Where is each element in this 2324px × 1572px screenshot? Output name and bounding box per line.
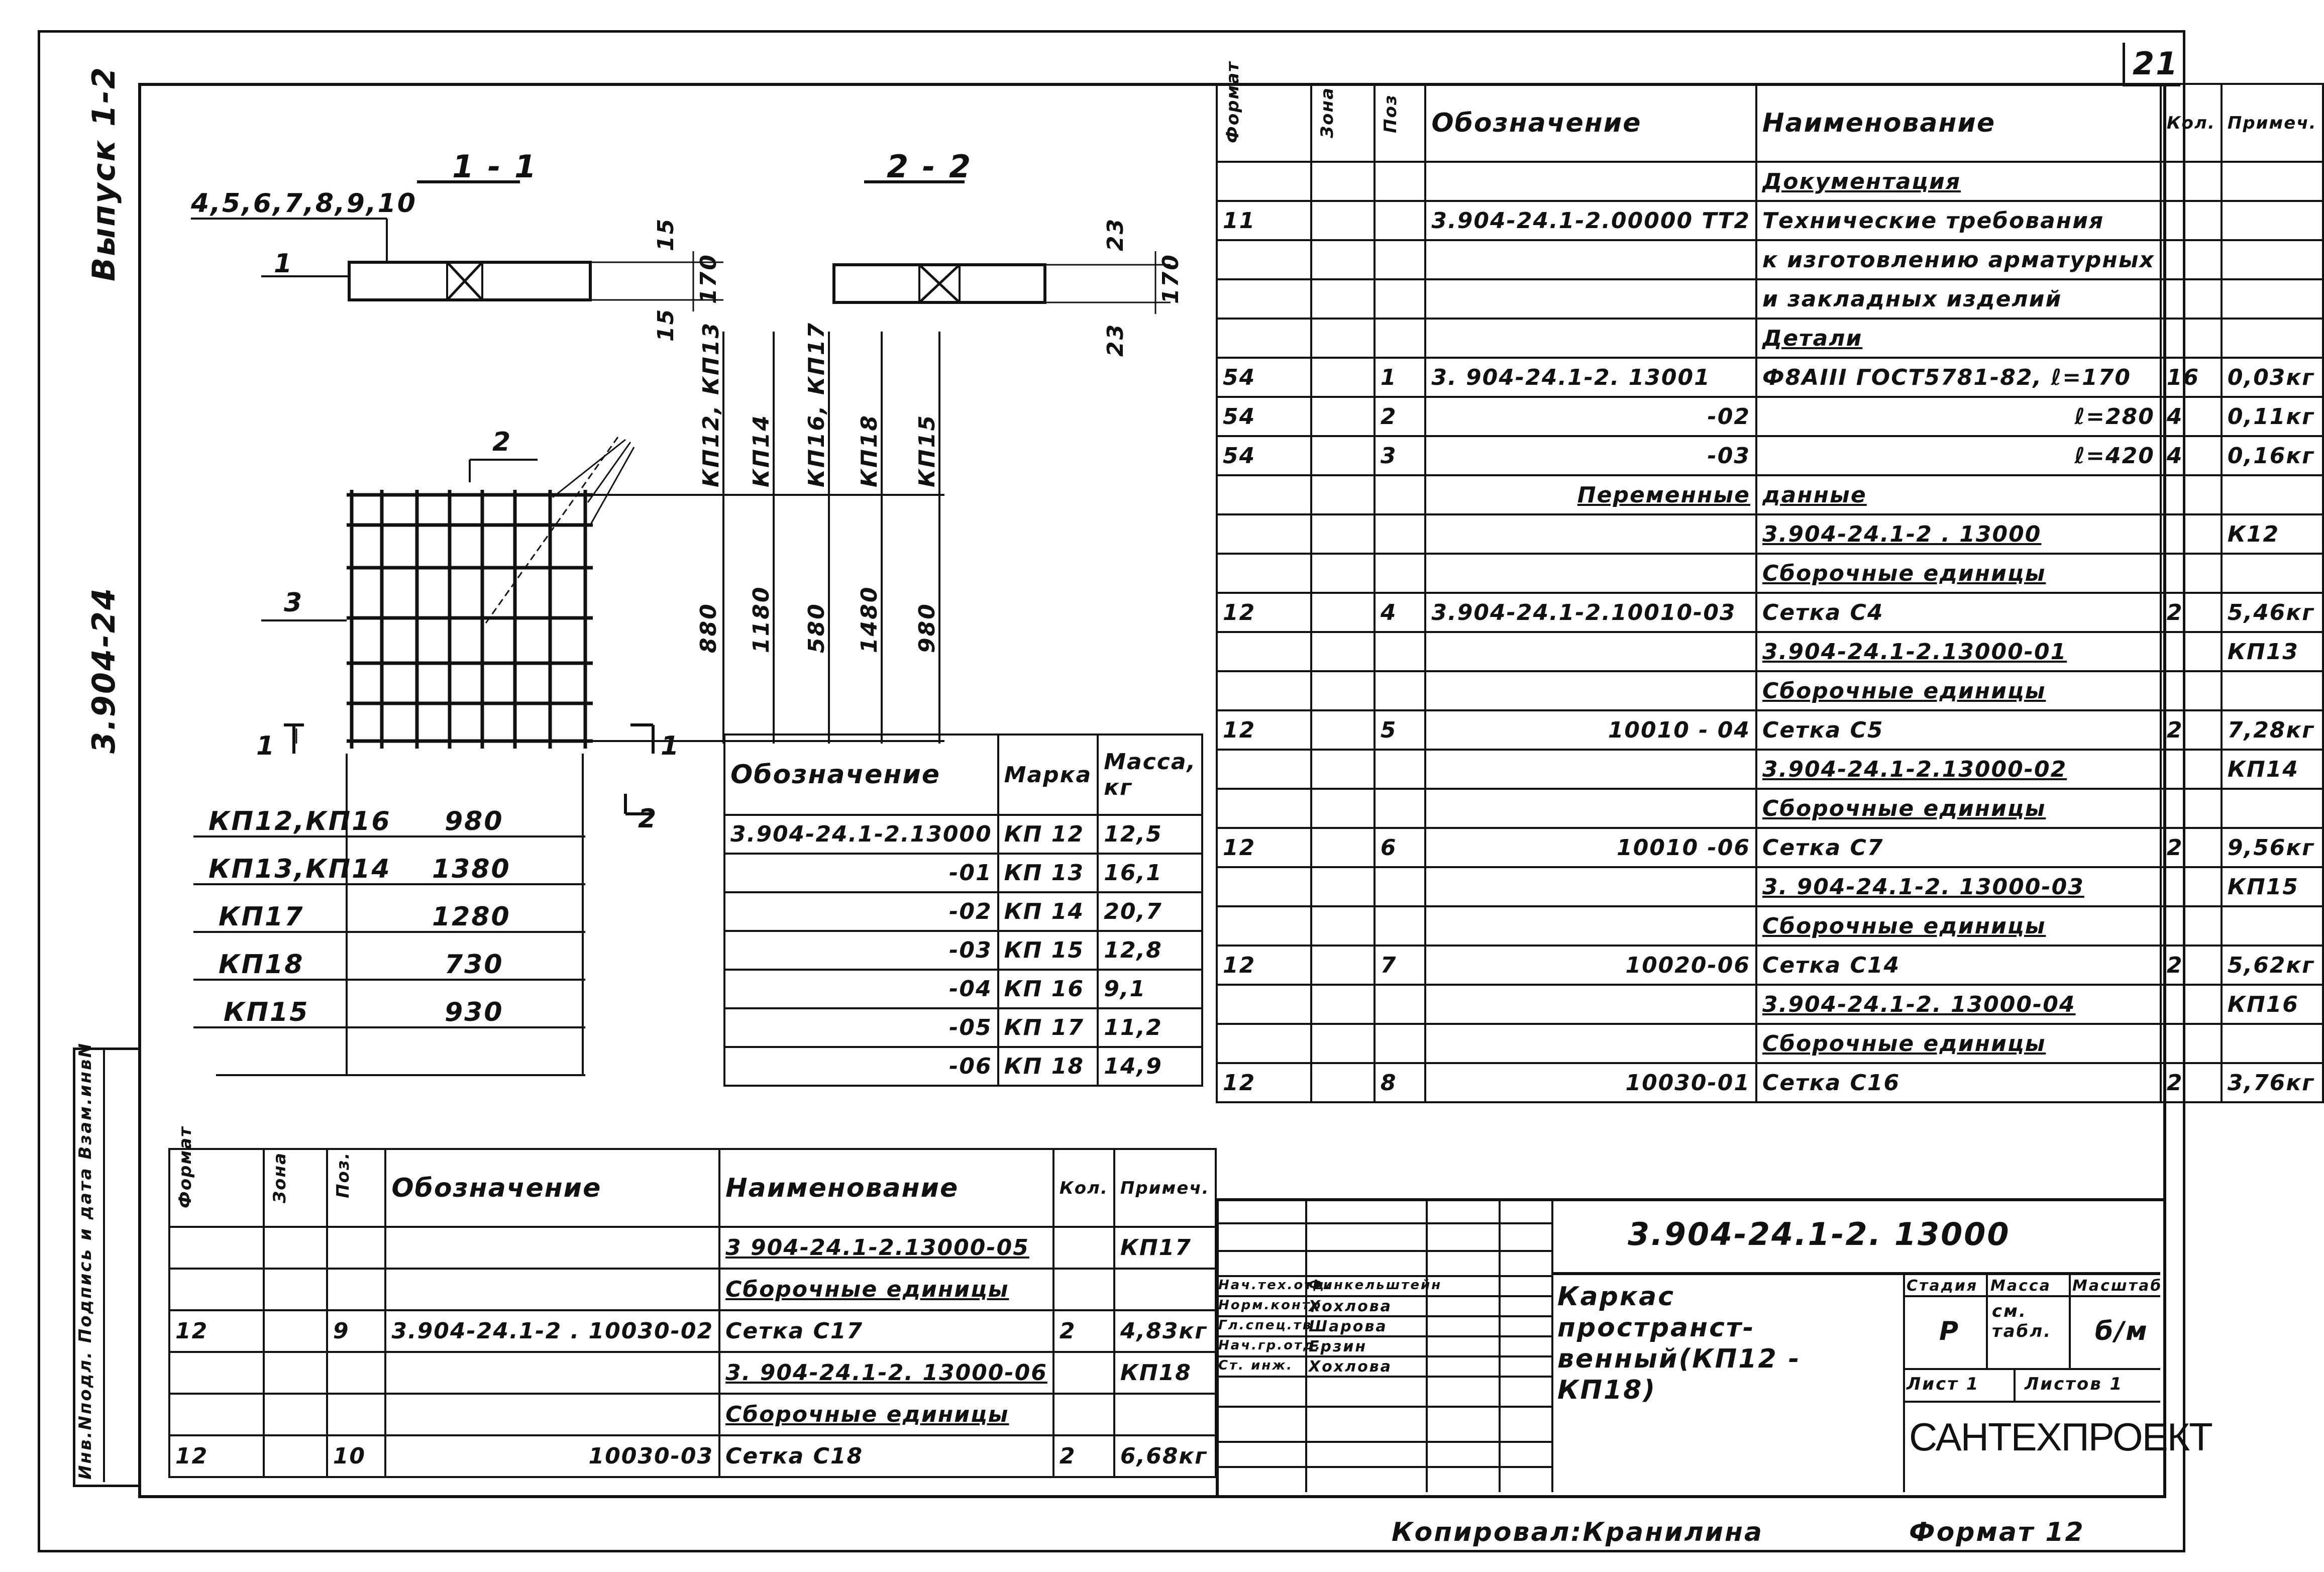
spec-top-format: 12 bbox=[1217, 946, 1311, 985]
person-role-5: Ст. инж. bbox=[1218, 1358, 1294, 1373]
spec-top-format: 12 bbox=[1217, 1063, 1311, 1102]
vert-dim-5: 980 bbox=[914, 602, 940, 653]
spec-bottom-qty: 2 bbox=[1053, 1435, 1114, 1477]
spec-top-note: 9,56кг bbox=[2222, 828, 2323, 867]
spec-top-designation: 10030-01 bbox=[1425, 1063, 1756, 1102]
doc-code-side: 3.904-24 bbox=[85, 586, 122, 754]
spec-top-name: Сборочные единицы bbox=[1756, 671, 2161, 710]
spec-top-pos: 5 bbox=[1375, 710, 1426, 750]
vert-mark-5: КП15 bbox=[914, 413, 940, 487]
spec-bottom-h-format-text: Формат bbox=[175, 1125, 195, 1208]
spec-top-qty: 2 bbox=[2161, 828, 2222, 867]
spec-top-name: Сетка С16 bbox=[1756, 1063, 2161, 1102]
mass-row-des: 3.904-24.1-2.13000 bbox=[724, 815, 998, 854]
mass-row-des: -02 bbox=[724, 892, 998, 931]
vert-mark-3: КП16, КП17 bbox=[804, 321, 829, 487]
spec-top-format: 12 bbox=[1217, 593, 1311, 632]
spec-top-note: 0,16кг bbox=[2222, 436, 2323, 475]
section-2-2-label: 2 - 2 bbox=[887, 148, 973, 185]
spec-top-note: КП16 bbox=[2222, 985, 2323, 1024]
mass-row-mark: КП 14 bbox=[998, 892, 1098, 931]
spec-top-qty: 2 bbox=[2161, 1063, 2222, 1102]
spec-top-h-des: Обозначение bbox=[1425, 84, 1756, 162]
spec-top-name: Сетка С7 bbox=[1756, 828, 2161, 867]
length-row-1-value: 980 bbox=[445, 806, 504, 836]
scale-label: Масштаб bbox=[2072, 1277, 2163, 1295]
mass-header-des: Обозначение bbox=[724, 735, 998, 815]
person-name-4: Ерзин bbox=[1309, 1338, 1367, 1355]
spec-top-name: к изготовлению арматурных bbox=[1756, 240, 2161, 279]
vert-mark-4: КП18 bbox=[857, 413, 882, 487]
spec-top-note: 0,11кг bbox=[2222, 397, 2323, 436]
spec-top-name: и закладных изделий bbox=[1756, 279, 2161, 319]
mass-row-des: -01 bbox=[724, 854, 998, 892]
person-name-3: Шарова bbox=[1309, 1318, 1388, 1335]
mass-row-des: -04 bbox=[724, 970, 998, 1008]
spec-bottom-qty: 2 bbox=[1053, 1310, 1114, 1352]
spec-top-name: 3. 904-24.1-2. 13000-03 bbox=[1756, 867, 2161, 906]
spec-top-h-zone-text: Зона bbox=[1317, 86, 1337, 138]
spec-top-qty: 2 bbox=[2161, 710, 2222, 750]
mass-row-mass: 12,8 bbox=[1098, 931, 1202, 970]
spec-top-note bbox=[2222, 279, 2323, 319]
spec-top-name: Ф8АIII ГОСТ5781-82, ℓ=170 bbox=[1756, 358, 2161, 397]
stage-value: Р bbox=[1939, 1316, 1960, 1346]
spec-top-designation: -02 bbox=[1425, 397, 1756, 436]
spec-bottom-name: Сборочные единицы bbox=[719, 1269, 1053, 1310]
dim-170-left: 170 bbox=[696, 253, 721, 304]
mass-value: см. табл. bbox=[1992, 1301, 2052, 1341]
length-row-1-mark: КП12,КП16 bbox=[208, 806, 391, 836]
sheet-number: 21 bbox=[2133, 45, 2179, 82]
label-pos-1: 1 bbox=[274, 249, 294, 279]
spec-top-note: К12 bbox=[2222, 514, 2323, 554]
spec-top-note: 3,76кг bbox=[2222, 1063, 2323, 1102]
spec-top-name: 3.904-24.1-2.13000-01 bbox=[1756, 632, 2161, 671]
length-row-5-mark: КП15 bbox=[224, 997, 309, 1027]
length-row-2-mark: КП13,КП14 bbox=[208, 854, 391, 884]
spec-top-note: 5,62кг bbox=[2222, 946, 2323, 985]
mass-row-mark: КП 18 bbox=[998, 1047, 1098, 1086]
org-name: САНТЕХПРОЕКТ bbox=[1909, 1415, 2212, 1459]
spec-top-qty: 2 bbox=[2161, 946, 2222, 985]
mass-row-mark: КП 15 bbox=[998, 931, 1098, 970]
spec-top-note: КП15 bbox=[2222, 867, 2323, 906]
spec-top-name: Детали bbox=[1756, 319, 2161, 358]
spec-top-designation: 3. 904-24.1-2. 13001 bbox=[1425, 358, 1756, 397]
sheet-label: Лист 1 bbox=[1907, 1374, 1980, 1394]
spec-bottom-name: 3 904-24.1-2.13000-05 bbox=[719, 1227, 1053, 1269]
series-label: Выпуск 1-2 bbox=[85, 65, 122, 281]
spec-top-h-format-text: Формат bbox=[1223, 60, 1243, 143]
spec-top-h-name: Наименование bbox=[1756, 84, 2161, 162]
spec-bottom-h-note: Примеч. bbox=[1114, 1149, 1216, 1227]
length-row-5-value: 930 bbox=[445, 997, 504, 1027]
mass-row-mark: КП 16 bbox=[998, 970, 1098, 1008]
spec-top-pos: 4 bbox=[1375, 593, 1426, 632]
spec-top-name: 3.904-24.1-2. 13000-04 bbox=[1756, 985, 2161, 1024]
label-pos-2: 2 bbox=[492, 427, 512, 457]
person-role-4: Нач.гр.отд. bbox=[1218, 1338, 1322, 1353]
spec-top-pos: 6 bbox=[1375, 828, 1426, 867]
spec-top-designation: 3.904-24.1-2.10010-03 bbox=[1425, 593, 1756, 632]
spec-top-pos: 2 bbox=[1375, 397, 1426, 436]
spec-bottom-note: КП18 bbox=[1114, 1352, 1216, 1394]
mass-row-des: -06 bbox=[724, 1047, 998, 1086]
mass-row-mass: 20,7 bbox=[1098, 892, 1202, 931]
spec-top-name: Сетка С4 bbox=[1756, 593, 2161, 632]
spec-bottom-note: 4,83кг bbox=[1114, 1310, 1216, 1352]
spec-bottom-designation: 10030-03 bbox=[385, 1435, 719, 1477]
spec-top-note bbox=[2222, 554, 2323, 593]
spec-top-format: 12 bbox=[1217, 828, 1311, 867]
spec-bottom-name: Сетка С18 bbox=[719, 1435, 1053, 1477]
spec-top-pos: 1 bbox=[1375, 358, 1426, 397]
label-pos-3: 3 bbox=[284, 588, 304, 618]
person-name-2: Хохлова bbox=[1309, 1298, 1392, 1315]
spec-bottom-note: КП17 bbox=[1114, 1227, 1216, 1269]
mass-header-mark: Марка bbox=[998, 735, 1098, 815]
length-row-2-value: 1380 bbox=[432, 854, 511, 884]
person-role-1: Нач.тех.отд. bbox=[1218, 1278, 1332, 1293]
spec-top-name: данные bbox=[1756, 475, 2161, 514]
spec-top-format: 54 bbox=[1217, 397, 1311, 436]
spec-bottom-name: Сборочные единицы bbox=[719, 1394, 1053, 1435]
vert-mark-1: КП12, КП13 bbox=[698, 321, 724, 487]
copied-by: Копировал:Кранилина bbox=[1392, 1517, 1764, 1547]
spec-top-designation: 10020-06 bbox=[1425, 946, 1756, 985]
dim-23-top: 23 bbox=[1103, 217, 1128, 251]
mass-row-mark: КП 13 bbox=[998, 854, 1098, 892]
cut-mark-1-right: 1 bbox=[661, 731, 681, 761]
mass-row-mass: 14,9 bbox=[1098, 1047, 1202, 1086]
spec-top-name: 3.904-24.1-2 . 13000 bbox=[1756, 514, 2161, 554]
spec-top-format: 54 bbox=[1217, 436, 1311, 475]
spec-top-name: 3.904-24.1-2.13000-02 bbox=[1756, 750, 2161, 789]
vert-dim-4: 1480 bbox=[857, 585, 882, 653]
cut-mark-2: 2 bbox=[638, 804, 658, 834]
spec-top-pos: 7 bbox=[1375, 946, 1426, 985]
spec-top-name: Сборочные единицы bbox=[1756, 554, 2161, 593]
spec-top-note: КП14 bbox=[2222, 750, 2323, 789]
length-row-4-mark: КП18 bbox=[219, 950, 304, 980]
spec-top-note bbox=[2222, 906, 2323, 946]
person-name-1: Финкельштейн bbox=[1309, 1278, 1442, 1293]
length-row-3-value: 1280 bbox=[432, 902, 511, 932]
spec-top-qty: 4 bbox=[2161, 436, 2222, 475]
spec-top-name: Сборочные единицы bbox=[1756, 789, 2161, 828]
spec-top-pos: 3 bbox=[1375, 436, 1426, 475]
spec-bottom-name: Сетка С17 bbox=[719, 1310, 1053, 1352]
mass-header-mass: Масса, кг bbox=[1098, 735, 1202, 815]
dim-15-bottom: 15 bbox=[653, 307, 679, 342]
stage-label: Стадия bbox=[1907, 1277, 1978, 1295]
spec-top-designation: 3.904-24.1-2.00000 ТТ2 bbox=[1425, 201, 1756, 240]
spec-top-note bbox=[2222, 475, 2323, 514]
dim-23-bottom: 23 bbox=[1103, 323, 1128, 357]
spec-top-designation: Переменные bbox=[1425, 475, 1756, 514]
spec-bottom-pos: 10 bbox=[327, 1435, 386, 1477]
mass-label: Масса bbox=[1990, 1277, 2051, 1295]
spec-top-name: Сборочные единицы bbox=[1756, 906, 2161, 946]
spec-bottom-format: 12 bbox=[169, 1435, 264, 1477]
length-row-3-mark: КП17 bbox=[219, 902, 304, 932]
mass-row-des: -05 bbox=[724, 1008, 998, 1047]
mass-row-mark: КП 17 bbox=[998, 1008, 1098, 1047]
vert-dim-3: 580 bbox=[804, 602, 829, 653]
spec-top-qty: 2 bbox=[2161, 593, 2222, 632]
spec-bottom-h-pos-text: Поз. bbox=[333, 1151, 353, 1198]
spec-top-format: 11 bbox=[1217, 201, 1311, 240]
spec-top-h-pos-text: Поз bbox=[1380, 93, 1401, 133]
spec-bottom-format: 12 bbox=[169, 1310, 264, 1352]
cut-mark-1-left: 1 bbox=[256, 731, 276, 761]
spec-top-name: Технические требования bbox=[1756, 201, 2161, 240]
mass-row-mark: КП 12 bbox=[998, 815, 1098, 854]
spec-top-designation: -03 bbox=[1425, 436, 1756, 475]
spec-bottom-h-qty: Кол. bbox=[1053, 1149, 1114, 1227]
scale-value: б/м bbox=[2095, 1316, 2149, 1346]
mass-row-mass: 16,1 bbox=[1098, 854, 1202, 892]
spec-top-pos: 8 bbox=[1375, 1063, 1426, 1102]
spec-top-name: ℓ=280 bbox=[1756, 397, 2161, 436]
spec-top-note bbox=[2222, 162, 2323, 201]
person-role-3: Гл.спец.тв bbox=[1218, 1318, 1313, 1333]
length-row-4-value: 730 bbox=[445, 950, 504, 980]
sheets-label: Листов 1 bbox=[2025, 1374, 2124, 1394]
spec-top-format: 12 bbox=[1217, 710, 1311, 750]
spec-top-note: КП13 bbox=[2222, 632, 2323, 671]
title-doc-code: 3.904-24.1-2. 13000 bbox=[1628, 1216, 2011, 1252]
spec-top-name: Сборочные единицы bbox=[1756, 1024, 2161, 1063]
spec-top-h-qty: Кол. bbox=[2161, 84, 2222, 162]
spec-top-name: Сетка С14 bbox=[1756, 946, 2161, 985]
spec-bottom-h-zone-text: Зона bbox=[269, 1151, 290, 1203]
vert-dim-1: 880 bbox=[696, 602, 721, 653]
spec-top-name: ℓ=420 bbox=[1756, 436, 2161, 475]
spec-bottom-pos: 9 bbox=[327, 1310, 386, 1352]
person-name-5: Хохлова bbox=[1309, 1358, 1392, 1376]
spec-top-name: Сетка С5 bbox=[1756, 710, 2161, 750]
spec-top-designation: 10010 -06 bbox=[1425, 828, 1756, 867]
mass-row-mass: 9,1 bbox=[1098, 970, 1202, 1008]
spec-top-qty: 4 bbox=[2161, 397, 2222, 436]
spec-top-format: 54 bbox=[1217, 358, 1311, 397]
person-role-2: Норм.контр. bbox=[1218, 1298, 1329, 1313]
spec-top-note bbox=[2222, 1024, 2323, 1063]
title-doc-name: Каркас пространст-венный(КП12 - КП18) bbox=[1557, 1282, 1801, 1405]
spec-top-designation: 10010 - 04 bbox=[1425, 710, 1756, 750]
spec-top-note bbox=[2222, 319, 2323, 358]
dim-15-top: 15 bbox=[653, 217, 679, 251]
spec-top-note bbox=[2222, 240, 2323, 279]
spec-top-note: 0,03кг bbox=[2222, 358, 2323, 397]
spec-bottom-name: 3. 904-24.1-2. 13000-06 bbox=[719, 1352, 1053, 1394]
spec-top-h-note: Примеч. bbox=[2222, 84, 2323, 162]
spec-bottom-h-name: Наименование bbox=[719, 1149, 1053, 1227]
spec-top-name: Документация bbox=[1756, 162, 2161, 201]
dim-170-right: 170 bbox=[1158, 253, 1184, 304]
spec-bottom-h-des: Обозначение bbox=[385, 1149, 719, 1227]
vert-dim-2: 1180 bbox=[749, 585, 774, 653]
side-stamp-text: Инв.Nподл. Подпись и дата Взам.инвN bbox=[75, 1041, 95, 1480]
spec-top-qty: 16 bbox=[2161, 358, 2222, 397]
mass-row-des: -03 bbox=[724, 931, 998, 970]
mass-row-mass: 12,5 bbox=[1098, 815, 1202, 854]
spec-bottom-designation: 3.904-24.1-2 . 10030-02 bbox=[385, 1310, 719, 1352]
spec-top-note bbox=[2222, 671, 2323, 710]
format-label: Формат 12 bbox=[1909, 1517, 2085, 1547]
spec-top-note: 7,28кг bbox=[2222, 710, 2323, 750]
spec-top-note: 5,46кг bbox=[2222, 593, 2323, 632]
position-list: 4,5,6,7,8,9,10 bbox=[191, 188, 417, 219]
section-1-1-label: 1 - 1 bbox=[452, 148, 538, 185]
spec-bottom-note: 6,68кг bbox=[1114, 1435, 1216, 1477]
spec-top-note bbox=[2222, 789, 2323, 828]
vert-mark-2: КП14 bbox=[749, 413, 774, 487]
spec-top-note bbox=[2222, 201, 2323, 240]
mass-row-mass: 11,2 bbox=[1098, 1008, 1202, 1047]
